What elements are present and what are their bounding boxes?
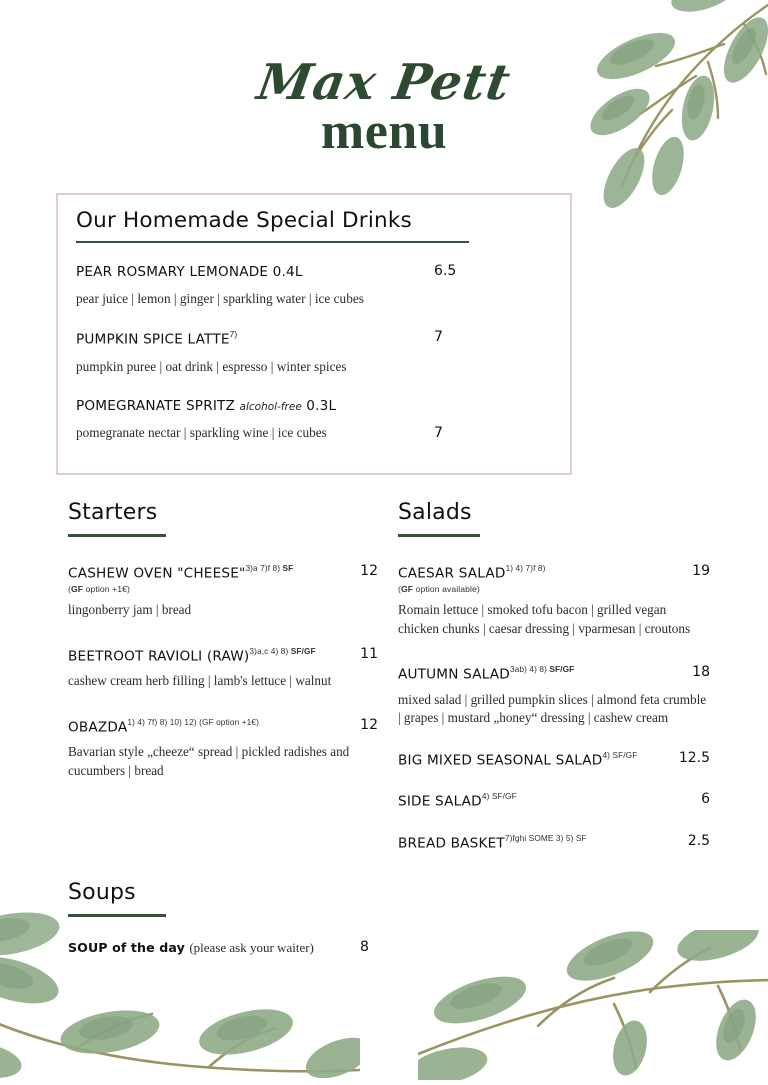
salads-column [398,500,710,852]
menu-item [68,939,388,957]
menu-item [398,791,710,810]
drinks-section-title: Our Homemade Special Drinks [76,208,412,233]
menu-item [68,646,378,691]
drink-item [76,397,552,444]
item-price: 12.5 [678,750,710,767]
drinks-title-underline [76,241,469,243]
item-price: 12 [360,562,378,579]
item-header [68,563,378,594]
item-name: SOUP of the day [68,939,185,955]
starters-underline [68,534,166,537]
item-name: BEETROOT RAVIOLI (RAW) [68,647,250,664]
menu-item [68,717,378,781]
item-name: AUTUMN SALAD [398,666,510,683]
item-description: lingonberry jam | bread [68,601,192,617]
allergen-codes: 4) SF/GF [602,750,638,761]
drink-description: pear juice | lemon | ginger | sparkling water | ice cubes [76,290,364,306]
soups-underline [68,914,166,917]
drink-volume: 0.4L [272,263,303,280]
drink-item [76,263,552,310]
drink-price: 7 [434,425,443,442]
restaurant-name: Max Pett [253,53,515,111]
drink-volume: 0.3L [306,398,337,415]
drink-item [76,329,552,377]
item-name: BIG MIXED SEASONAL SALAD [398,752,603,769]
item-price: 6 [701,791,710,808]
allergen-codes: 4) SF/GF [481,791,517,802]
menu-item [398,563,710,639]
menu-item [68,563,378,620]
starters-column [68,500,378,780]
special-drinks-box [56,193,572,475]
menu-item [398,833,710,852]
soups-section-title: Soups [68,880,136,905]
item-header [398,563,710,594]
drink-price: 6.5 [434,262,457,279]
item-price: 12 [360,716,378,733]
drink-alcohol-note: alcohol-free [239,401,302,414]
item-description: cashew cream herb filling | lamb's lettuce | walnut [68,672,332,688]
item-note: (GF option +1€) [68,583,130,594]
item-description: Romain lettuce | smoked tofu bacon | grilled vegan chicken chunks | caesar dressing | vparmesan | croutons [398,601,691,636]
item-description: mixed salad | grilled pumpkin slices | almond feta crumble | grapes | mustard „honey“ dressing | cashew cream [398,691,707,726]
allergen-codes: 3)a 7)f 8) SF [245,562,294,573]
item-name: SIDE SALAD [398,793,482,810]
starters-section-title: Starters [68,500,158,525]
page-title: menu [320,103,448,160]
drink-name: PUMPKIN SPICE LATTE [76,331,230,348]
item-header [398,664,710,683]
allergen-codes: 7)fghi SOME 3) 5) SF [504,832,587,843]
item-price: 11 [360,645,378,662]
item-price: 19 [692,562,710,579]
item-name: BREAD BASKET [398,835,505,852]
allergen-codes: 1) 4) 7f) 8) 10) 12) (GF option +1€) [127,716,259,727]
item-header [68,717,378,736]
soups-section [68,880,388,957]
allergen-codes: 3)a,c 4) 8) SF/GF [249,645,316,656]
item-description: Bavarian style „cheeze“ spread | pickled radishes and cucumbers | bread [68,743,350,778]
salads-underline [398,534,480,537]
item-price: 18 [692,664,710,681]
masthead [0,0,768,160]
item-price: 2.5 [687,832,710,849]
item-name: CASHEW OVEN "CHEESE" [68,564,246,581]
drink-description: pumpkin puree | oat drink | espresso | winter spices [76,358,347,374]
item-header [398,833,710,852]
item-price: 8 [360,938,369,955]
item-name: CAESAR SALAD [398,564,506,581]
item-note: (please ask your waiter) [189,939,314,955]
drink-name: PEAR ROSMARY LEMONADE [76,263,269,280]
menu-item [398,750,710,769]
item-note: (GF option available) [398,583,480,594]
drink-price: 7 [434,329,443,346]
item-name: OBAZDA [68,718,128,735]
menu-item [398,664,710,728]
item-header [68,646,378,665]
item-header [398,750,710,769]
allergen-superscript: 7) [229,329,238,340]
drink-description: pomegranate nectar | sparkling wine | ice cubes [76,425,327,441]
allergen-codes: 1) 4) 7)f 8) [505,562,546,573]
salads-section-title: Salads [398,500,472,525]
drink-name: POMEGRANATE SPRITZ [76,398,236,415]
allergen-codes: 3ab) 4) 8) SF/GF [509,664,575,675]
item-header [398,791,710,810]
